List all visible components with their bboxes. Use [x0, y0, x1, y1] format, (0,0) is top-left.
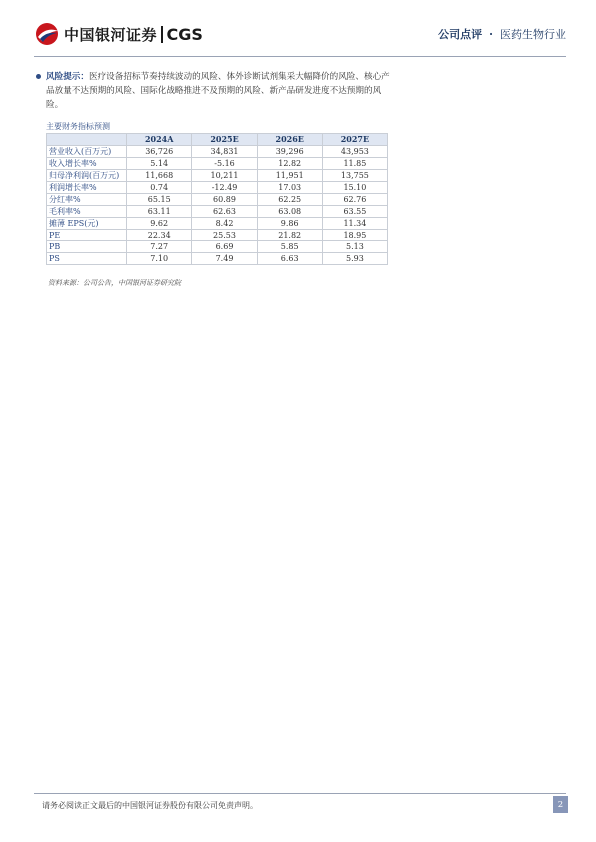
- table-cell: 12.82: [257, 157, 322, 169]
- table-title: 主要财务指标预测: [46, 122, 110, 131]
- header-divider: [34, 56, 566, 57]
- table-row: [47, 157, 388, 169]
- doc-type-label: 公司点评: [438, 28, 483, 41]
- table-cell: 36,726: [127, 145, 192, 157]
- risk-title: 风险提示：: [46, 72, 89, 82]
- table-cell: 7.10: [127, 253, 192, 265]
- table-cell: 62.25: [257, 193, 322, 205]
- table-cell: 11,668: [127, 169, 192, 181]
- company-logo: [34, 22, 203, 46]
- table-cell: 5.93: [322, 253, 387, 265]
- table-cell: 8.42: [192, 217, 257, 229]
- risk-body: 医疗设备招标节奏持续波动的风险、体外诊断试剂集采大幅降价的风险、核心产品放量不达预期的风险、国际化战略推进不及预期的风险、新产品研发进度不达预期的风险。: [46, 72, 390, 110]
- row-label: 收入增长率%: [47, 157, 127, 169]
- industry-label: 医药生物行业: [500, 28, 566, 41]
- table-cell: 43,953: [322, 145, 387, 157]
- table-body: [47, 145, 388, 264]
- row-label: 毛利率%: [47, 205, 127, 217]
- table-cell: 34,831: [192, 145, 257, 157]
- table-cell: -12.49: [192, 181, 257, 193]
- risk-warning: [46, 70, 390, 112]
- footer-disclaimer: 请务必阅读正文最后的中国银河证券股份有限公司免责声明。: [42, 801, 258, 810]
- row-label: PS: [47, 253, 127, 265]
- table-cell: 11.34: [322, 217, 387, 229]
- table-cell: 17.03: [257, 181, 322, 193]
- table-cell: 15.10: [322, 181, 387, 193]
- row-label: 利润增长率%: [47, 181, 127, 193]
- table-cell: 63.11: [127, 205, 192, 217]
- row-label: PB: [47, 241, 127, 253]
- table-cell: 11,951: [257, 169, 322, 181]
- table-row: [47, 205, 388, 217]
- table-cell: 13,755: [322, 169, 387, 181]
- column-header: 2025E: [192, 134, 257, 146]
- table-cell: 25.53: [192, 229, 257, 241]
- financial-forecast-table: [46, 133, 388, 265]
- table-cell: -5.16: [192, 157, 257, 169]
- row-label: 归母净利润(百万元): [47, 169, 127, 181]
- table-row: [47, 217, 388, 229]
- table-row: [47, 253, 388, 265]
- logo-divider: [161, 26, 163, 43]
- table-cell: 6.63: [257, 253, 322, 265]
- table-cell: 21.82: [257, 229, 322, 241]
- report-category: [438, 26, 566, 42]
- table-cell: 7.49: [192, 253, 257, 265]
- table-cell: 18.95: [322, 229, 387, 241]
- logo-chinese-name: 中国银河证券: [64, 25, 158, 44]
- row-label: 摊薄 EPS(元): [47, 217, 127, 229]
- table-row: [47, 193, 388, 205]
- row-label: 营业收入(百万元): [47, 145, 127, 157]
- table-cell: 5.14: [127, 157, 192, 169]
- table-row: [47, 169, 388, 181]
- logo-english-name: CGS: [166, 24, 203, 44]
- table-cell: 0.74: [127, 181, 192, 193]
- bullet-icon: [36, 74, 41, 79]
- table-cell: 60.89: [192, 193, 257, 205]
- table-cell: 39,296: [257, 145, 322, 157]
- table-cell: 11.85: [322, 157, 387, 169]
- column-header: 2027E: [322, 134, 387, 146]
- table-row: [47, 241, 388, 253]
- table-row: [47, 181, 388, 193]
- header-separator: ·: [489, 27, 493, 41]
- table-cell: 5.13: [322, 241, 387, 253]
- row-label: 分红率%: [47, 193, 127, 205]
- table-row: [47, 145, 388, 157]
- table-cell: 6.69: [192, 241, 257, 253]
- table-cell: 22.34: [127, 229, 192, 241]
- table-cell: 10,211: [192, 169, 257, 181]
- logo-mark-icon: [34, 22, 60, 46]
- column-header: 2026E: [257, 134, 322, 146]
- footer-divider: [34, 793, 566, 794]
- table-cell: 63.55: [322, 205, 387, 217]
- table-cell: 62.76: [322, 193, 387, 205]
- table-cell: 65.15: [127, 193, 192, 205]
- table-cell: 7.27: [127, 241, 192, 253]
- table-cell: 9.86: [257, 217, 322, 229]
- table-cell: 9.62: [127, 217, 192, 229]
- table-cell: 63.08: [257, 205, 322, 217]
- table-header-row: [47, 134, 388, 146]
- page-number: 2: [553, 796, 568, 813]
- table-cell: 62.63: [192, 205, 257, 217]
- table-cell: 5.85: [257, 241, 322, 253]
- row-label: PE: [47, 229, 127, 241]
- column-header: 2024A: [127, 134, 192, 146]
- table-row: [47, 229, 388, 241]
- table-corner-cell: [47, 134, 127, 146]
- table-source-note: 资料来源：公司公告，中国银河证券研究院: [48, 279, 181, 287]
